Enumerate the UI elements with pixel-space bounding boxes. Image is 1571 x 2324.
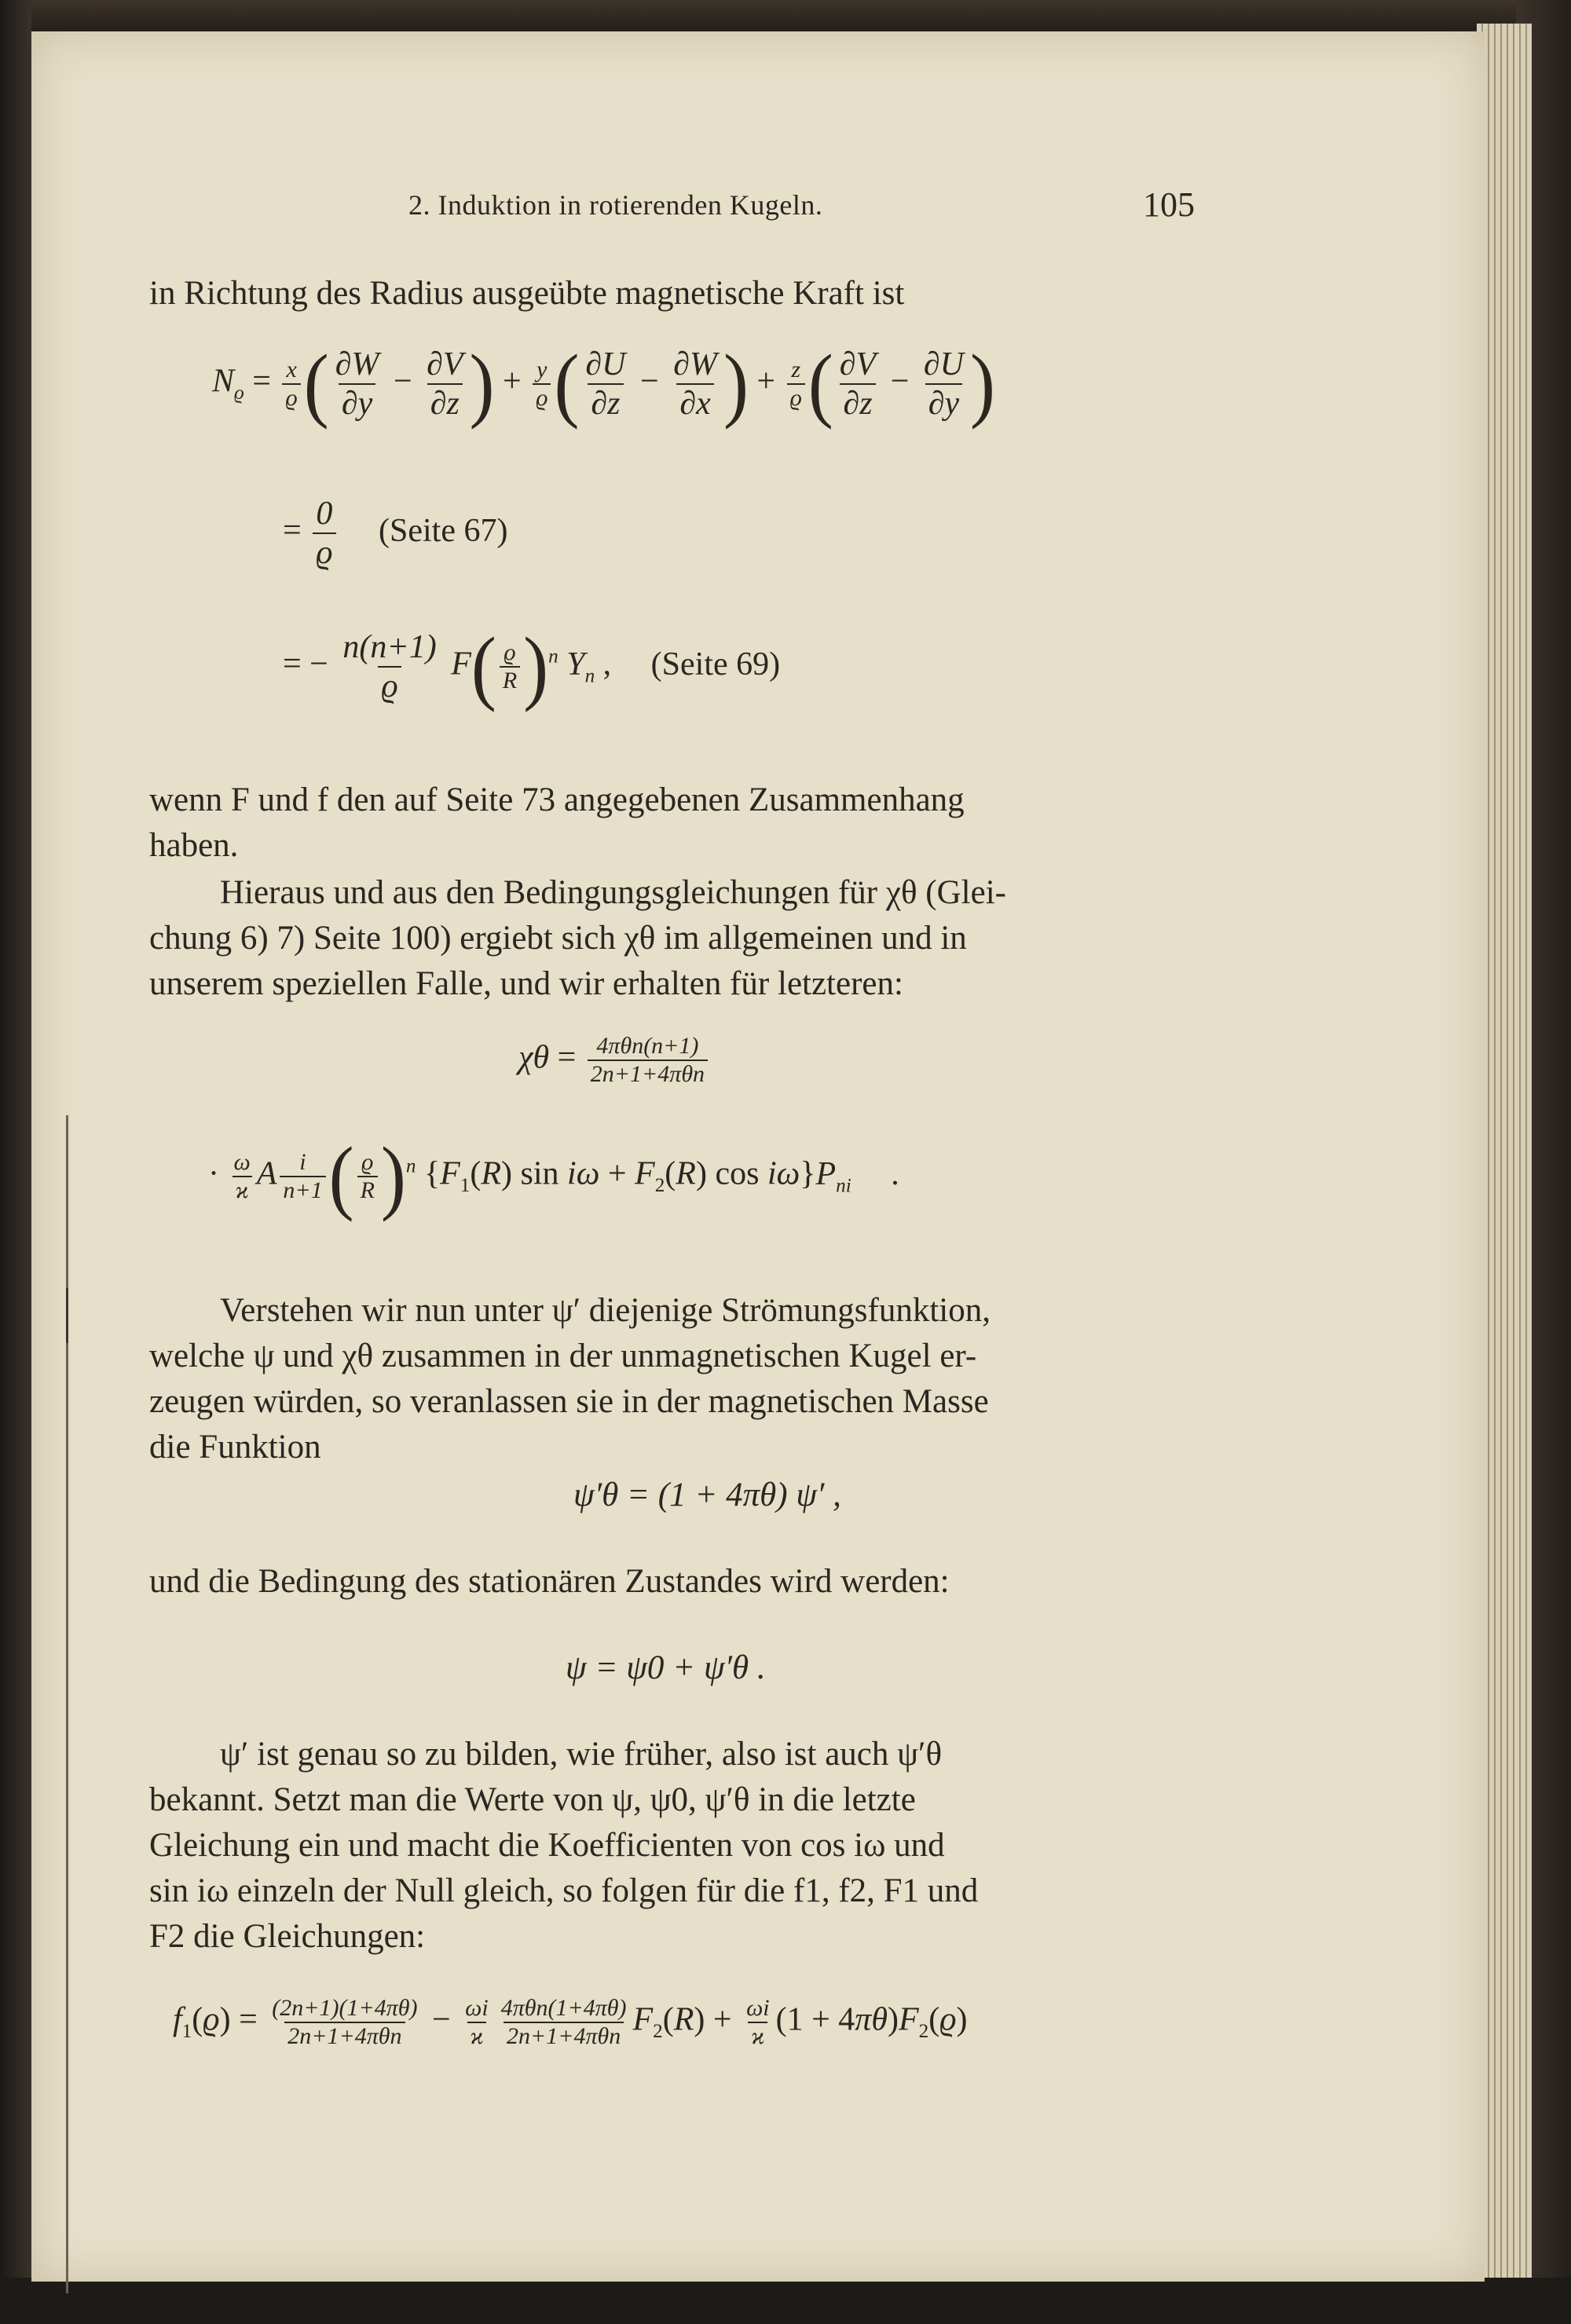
book-spine bbox=[0, 0, 31, 2324]
text-line: bekannt. Setzt man die Werte von ψ, ψ0, ψ′θ in die letzte bbox=[149, 1781, 916, 1818]
text-line: welche ψ und χθ zusammen in der unmagnetischen Kugel er- bbox=[149, 1338, 977, 1374]
text-line: sin iω einzeln der Null gleich, so folgen für die f1, f2, F1 und bbox=[149, 1872, 979, 1909]
page-edges bbox=[1477, 24, 1532, 2286]
formula-n-expansion: = − $\frac{n(n+1)}{ϱ}$ F( $\frac{ϱ}{R}$ )$^n$ $Y_n$ , (Seite 69) bbox=[283, 620, 781, 713]
page-number: 105 bbox=[1143, 185, 1195, 224]
formula-f1: $f_1(ϱ)$ = $\frac{(2n+1)(1+4\pi\theta)}{\text{2n+1+4πθn}}$ − $\frac{\omega i}{ϰ}$ $\frac{\text{4πθn(1+4πθ)}}{\text{2n+1+4πθn}}$ $F_2(R)$ + $\frac{\omega i}{ϰ}$ $(1 + 4\pi\theta)F_2(ϱ)$ bbox=[173, 1995, 968, 2049]
formula-chi-theta: χθ = $\frac{\text{4πθn(n+1)}}{\text{2n+1+4πθn}}$ bbox=[518, 1033, 711, 1088]
gutter-line bbox=[66, 1288, 68, 1343]
text-line: Hieraus und aus den Bedingungsgleichungen für χθ (Glei- bbox=[220, 874, 1006, 911]
ref-seite-69: (Seite 69) bbox=[650, 646, 781, 683]
text-line: unserem speziellen Falle, und wir erhalten für letzteren: bbox=[149, 965, 903, 1002]
text-line: zeugen würden, so veranlassen sie in der magnetischen Masse bbox=[149, 1383, 989, 1420]
text-line: wenn F und f den auf Seite 73 angegebenen Zusammenhang bbox=[149, 781, 965, 818]
formula-n-rho: $N_ϱ$ = $\frac{x}{ϱ}$ ( $\frac{\partial W}{\partial y}$ − $\frac{\partial V}{\partial z}$ ) + $\frac{y}{ϱ}$ ( $\frac{\partial U}{\partial z}$ − $\frac{\partial W}{\partial x}$ ) + $\frac{z}{ϱ}$ ( $\frac{\partial V}{\partial z}$ − $\frac{\partial U}{\partial y}$ ) bbox=[212, 337, 995, 430]
book-bottom-edge bbox=[0, 2278, 1571, 2324]
text-line: F2 die Gleichungen: bbox=[149, 1918, 426, 1955]
text-line: in Richtung des Radius ausgeübte magnetische Kraft ist bbox=[149, 275, 905, 312]
text-line: und die Bedingung des stationären Zustandes wird werden: bbox=[149, 1563, 950, 1600]
book-page bbox=[31, 31, 1485, 2282]
formula-chi-theta-continued: · $\frac{\omega}{ϰ}$ A $\frac{i}{n+1}$ ( $\frac{ϱ}{R}$ )$^n$ {$F_1(R)$ $\sin i\omega + F_2(R)$ $\cos i\omega\}P_{ni}$ . bbox=[208, 1129, 899, 1223]
text-line: chung 6) 7) Seite 100) ergiebt sich χθ im allgemeinen und in bbox=[149, 920, 967, 957]
formula-zero: = $\frac{0}{ϱ}$ (Seite 67) bbox=[283, 496, 508, 571]
formula-psi: ψ = ψ0 + ψ′θ . bbox=[566, 1649, 766, 1686]
text-line: Verstehen wir nun unter ψ′ diejenige Strömungsfunktion, bbox=[220, 1292, 991, 1329]
running-title: 2. Induktion in rotierenden Kugeln. bbox=[408, 189, 823, 221]
text-line: haben. bbox=[149, 827, 239, 864]
text-line: die Funktion bbox=[149, 1429, 321, 1466]
text-line: ψ′ ist genau so zu bilden, wie früher, also ist auch ψ′θ bbox=[220, 1736, 943, 1773]
formula-psi-theta: ψ′θ = (1 + 4πθ) ψ′ , bbox=[573, 1477, 841, 1513]
text-line: Gleichung ein und macht die Koefficienten von cos iω und bbox=[149, 1827, 945, 1864]
ref-seite-67: (Seite 67) bbox=[379, 512, 508, 549]
